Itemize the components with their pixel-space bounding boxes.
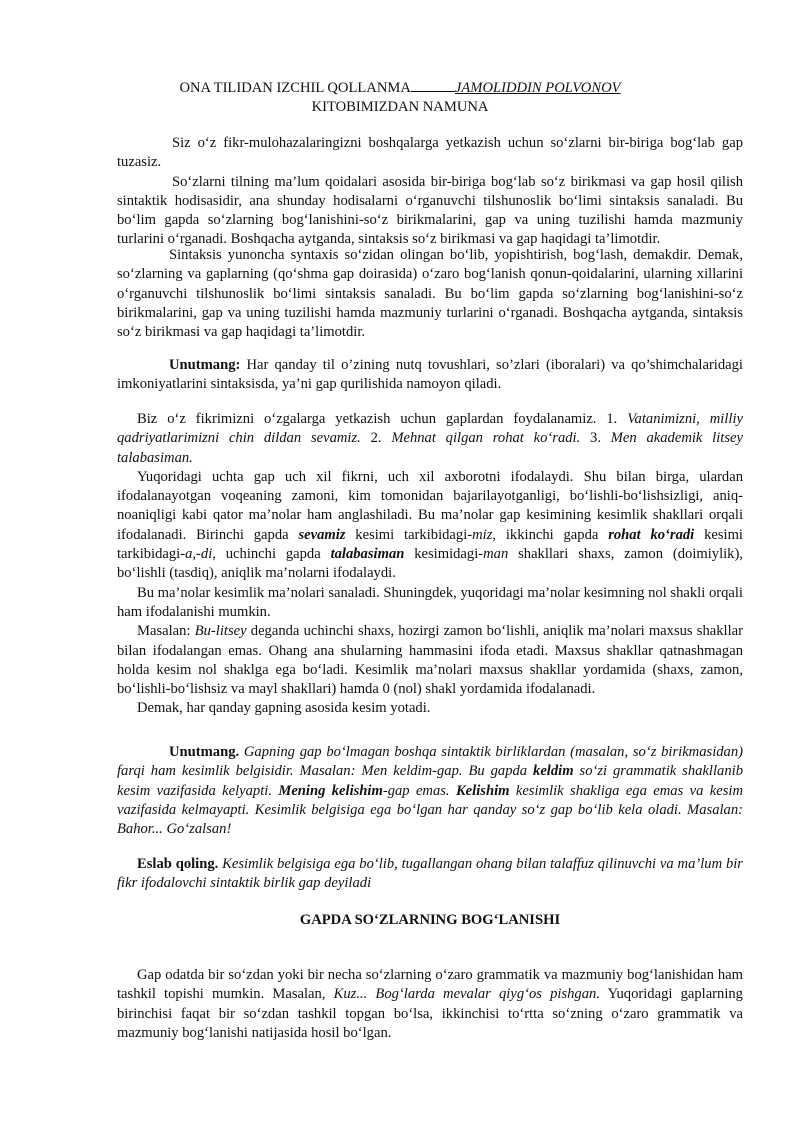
note-2-keyword-keldim: keldim bbox=[533, 763, 574, 780]
section-example: Kuz... Bog‘larda mevalar qiyg‘os pishgan. bbox=[333, 986, 600, 1003]
analysis-text-d: kesimi tarkibidagi- bbox=[117, 526, 743, 563]
note-2-text-1: Gapning gap bo‘lmagan boshqa sintaktik birliklardan (masalan, so‘z birikmasidan) farqi ham kesimlik belgisidir. Masalan: Men keldim-gap. Bu gapda bbox=[117, 744, 743, 780]
keyword-sevamiz: sevamiz bbox=[298, 526, 346, 543]
suffix-man: man bbox=[483, 546, 509, 563]
sintaksis-paragraph: Sintaksis yunoncha syntaxis so‘zidan olingan bo‘lib, yopishtirish, bog‘lash, demakdir. Demak, so‘zlarning va gaplarning (qo‘shma gap doirasida) o‘zaro bog‘lanish qonun-qoidalarini, ularning xillarini o‘rganuvchi tilshunoslik bo‘limi sintaksis sanaladi. Bu bo‘lim gapda so‘zlarning bog‘lanishini-so‘z birikmalarini, gap va uning tuzilishi hamda mazmuniy turlarini o‘rganadi. Boshqacha aytganda, sintaksis so‘z birikmasi va gap haqidagi ta’limotdir. bbox=[117, 247, 743, 341]
example-2: Mehnat qilgan rohat ko‘radi. bbox=[391, 430, 581, 447]
analysis-text-e: , uchinchi gapda bbox=[212, 546, 331, 563]
note-2-text-4: kesimlik shakliga ega emas va kesim vazifasida kelmayapti. Kesimlik belgisiga ega bo‘lgan har qanday so‘z gap bo‘lib kela oladi. Masalan: Bahor... Go‘zalsan! bbox=[117, 782, 743, 838]
keyword-talabasiman: talabasiman bbox=[330, 546, 405, 563]
book-title: ONA TILIDAN IZCHIL QOLLANMA bbox=[179, 80, 411, 96]
nol-example: Bu-litsey bbox=[194, 623, 247, 640]
note-2-keyword-mening-kelishim: Mening kelishim bbox=[278, 782, 383, 799]
sintaksis-block bbox=[117, 246, 743, 342]
note-2-label: Unutmang. bbox=[169, 744, 240, 760]
intro-paragraph-2 bbox=[117, 173, 743, 250]
example-1: Vatanimizni, milliy qadriyatlarimizni chin dildan sevamiz. bbox=[117, 411, 743, 447]
nol-paragraph-2-text: deganda uchinchi shaxs, hozirgi zamon bo‘lishli, aniqlik ma’nolari maxsus shakllar bilan ifodalangan emas. Ohang ana shularning hammasini ifoda etadi. Maxsus shakllar qatnashmagan holda kesim nol shaklga ega bo‘ladi. Kesimlik ma’nolari maxsus shakllar yordamida (shaxs, zamon, bo‘lishli-bo‘lishsiz va mayl shakllari) hamda 0 (nol) shakl yordamida ifodalanadi. bbox=[117, 623, 743, 698]
nol-paragraph-2 bbox=[117, 622, 743, 699]
section-text-a: Gap odatda bir so‘zdan yoki bir necha so‘zlarning o‘zaro grammatik va mazmuniy bog‘lanishidan ham tashkil topishi mumkin. Masalan, bbox=[117, 967, 743, 1003]
suffix-a-di: a,-di bbox=[185, 546, 213, 563]
example-3-number: 3. bbox=[580, 430, 611, 447]
section-text-b: Yuqoridagi gaplarning birinchisi faqat bir so‘zdan tashkil topgan bo‘lsa, ikkinchisi to‘rtta so‘zning o‘zaro grammatik va mazmuniy bog‘lanishi natijasida hosil bo‘lgan. bbox=[117, 986, 743, 1041]
section-block bbox=[117, 966, 743, 1043]
remember-paragraph bbox=[117, 855, 743, 894]
note-1-paragraph bbox=[117, 356, 743, 395]
nol-paragraph-2-lead: Masalan: bbox=[137, 623, 195, 640]
note-1-block bbox=[117, 356, 743, 395]
example-3: Men akademik litsey talabasiman. bbox=[117, 430, 743, 466]
examples-block bbox=[117, 410, 743, 719]
remember-label: Eslab qoling. bbox=[137, 856, 219, 872]
analysis-text-a: Yuqoridagi uchta gap uch xil fikrni, uch xil axborotni ifodalaydi. Shu bilan birga, ulardan ifodalanayotgan voqeaning zamoni, kim tomonidan bajarilayotganligi, bo‘lishli-bo‘lishsizligi, aniq-noaniqligi kabi qator ma’nolar ham anglashiladi. Bu ma’nolar gap kesimining kesimlik shakllari orqali ifodalanadi. Birinchi gapda bbox=[117, 468, 743, 543]
intro-paragraph-2-text: So‘zlarni tilning ma’lum qoidalari asosida bir-biriga bog‘lab so‘z birikmasi va gap hosil qilish sintaktik hodisasidir, ana shunday hodisalarni o‘rganuvchi tilshunoslik bo‘limi sintaksis sanaladi. Bu bo‘lim gapda so‘zlarning bog‘lanishini-so‘z birikmalarini, gap va uning tuzilishi hamda mazmuniy turlarini o‘rganadi. Boshqacha aytganda, sintaksis so‘z birikmasi va gap haqidagi ta’limotdir. bbox=[117, 173, 743, 248]
analysis-paragraph bbox=[117, 468, 743, 584]
header-subtitle: KITOBIMIZDAN NAMUNA bbox=[311, 99, 489, 115]
section-title: GAPDA SO‘ZLARNING BOG‘LANISHI bbox=[299, 912, 561, 928]
keyword-rohat-koradi: rohat ko‘radi bbox=[608, 526, 695, 543]
author-name: JAMOLIDDIN POLVONOV bbox=[454, 80, 621, 96]
nol-paragraph-1: Bu ma’nolar kesimlik ma’nolari sanaladi. Shuningdek, yuqoridagi ma’nolar kesimning nol shakli orqali ham ifodalanishi mumkin. bbox=[117, 584, 743, 620]
examples-lead: Biz o‘z fikrimizni o‘zgalarga yetkazish uchun gaplardan foydalanamiz. 1. bbox=[137, 411, 628, 427]
note-1-text: Har qanday til o’zining nutq tovushlari, so’zlari (iboralari) va qo’shimchalaridagi imkoniyatlarini sintaksisda, ya’ni gap qurilishida namoyon qiladi. bbox=[117, 357, 743, 393]
note-2-keyword-kelishim: Kelishim bbox=[455, 782, 510, 799]
example-2-number: 2. bbox=[360, 430, 392, 447]
note-1-label: Unutmang: bbox=[169, 357, 241, 373]
intro-block bbox=[117, 134, 743, 250]
intro-paragraph-1: Siz o‘z fikr-mulohazalaringizni boshqalarga yetkazish uchun so‘zlarni bir-biriga bog‘lab gap tuzasiz. bbox=[117, 135, 743, 171]
title-separator bbox=[411, 79, 455, 92]
note-2-text-3: -gap emas. bbox=[382, 782, 456, 799]
analysis-text-b: kesimi tarkibidagi- bbox=[345, 526, 473, 543]
note-2-paragraph bbox=[117, 743, 743, 839]
section-heading-block bbox=[117, 911, 743, 930]
remember-block bbox=[117, 855, 743, 894]
suffix-miz: miz bbox=[472, 526, 493, 543]
nol-paragraph-3: Demak, har qanday gapning asosida kesim yotadi. bbox=[137, 700, 431, 717]
analysis-text-f: kesimidagi- bbox=[404, 546, 484, 563]
note-2-text-2: so‘zi grammatik shakllanib kesim vazifasida kelyapti. bbox=[117, 763, 743, 799]
note-2-block bbox=[117, 743, 743, 839]
header-line-2 bbox=[0, 98, 800, 117]
remember-text: Kesimlik belgisiga ega bo‘lib, tugallangan ohang bilan talaffuz qilinuvchi va ma’lum bir fikr ifodalovchi sintaktik birlik gap deyiladi bbox=[117, 856, 743, 892]
analysis-text-c: , ikkinchi gapda bbox=[492, 526, 609, 543]
analysis-text-g: shakllari shaxs, zamon (doimiylik), bo‘lishli (tasdiq), aniqlik ma’nolarni ifodalaydi. bbox=[117, 546, 743, 582]
examples-paragraph bbox=[117, 410, 743, 468]
section-paragraph bbox=[117, 966, 743, 1043]
header-line-1 bbox=[0, 79, 800, 98]
